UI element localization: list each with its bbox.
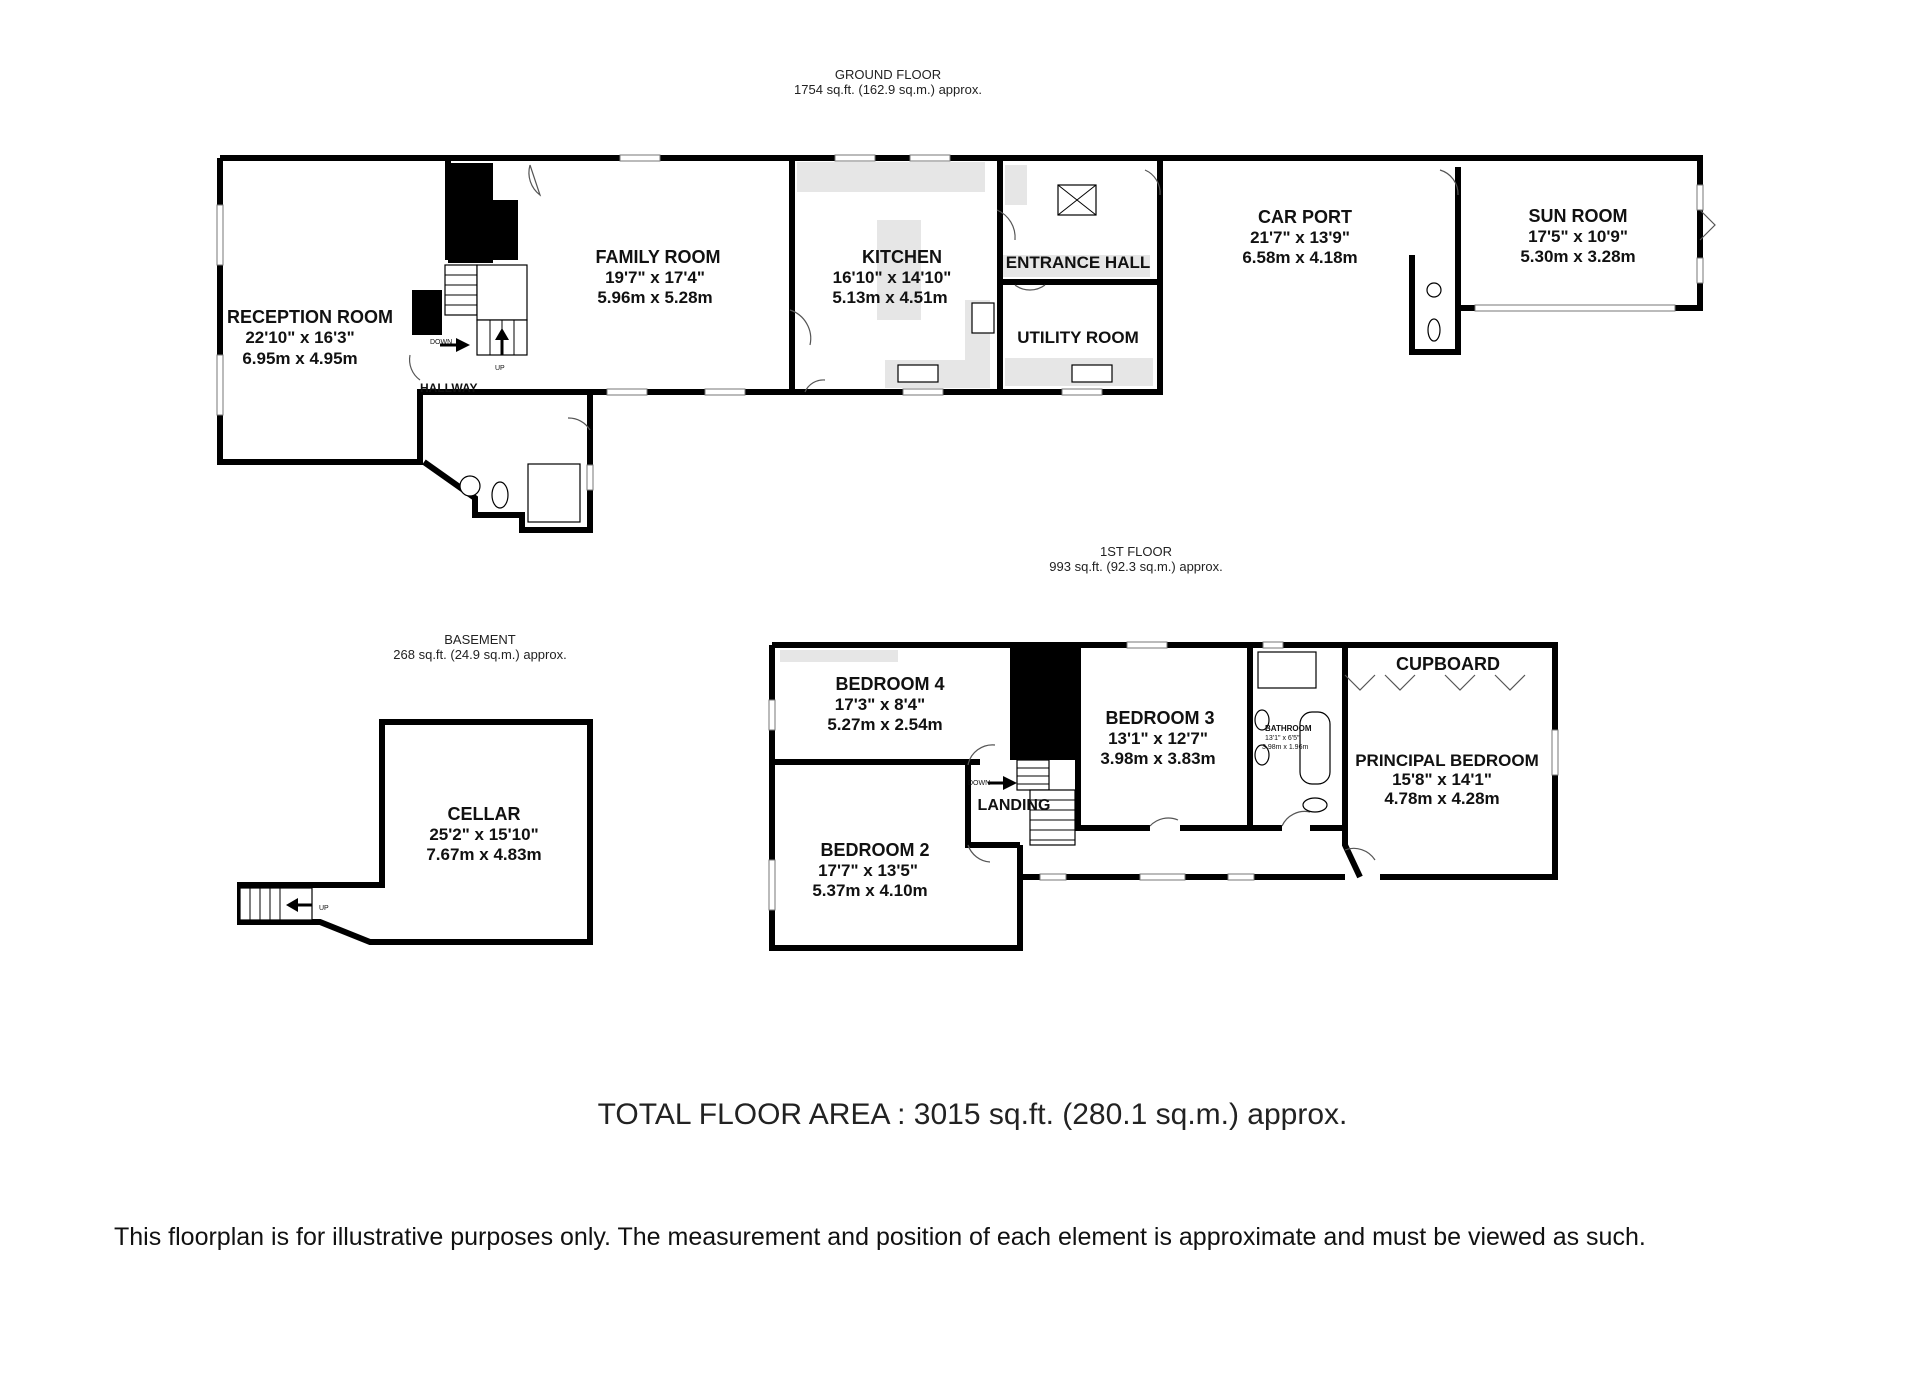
room-bedroom3-metric: 3.98m x 3.83m (1100, 749, 1216, 768)
room-bedroom3-imperial: 13'1" x 12'7" (1108, 729, 1208, 748)
room-bathroom-name: BATHROOM (1265, 724, 1312, 733)
first-stair-core (1013, 648, 1075, 760)
cupboard-doors (1345, 675, 1525, 690)
room-reception-metric: 6.95m x 4.95m (242, 349, 358, 368)
wc-basin-icon (1427, 283, 1441, 297)
kitchen-counter-top (797, 162, 985, 192)
room-reception-name: RECEPTION ROOM (226, 307, 394, 327)
room-bedroom3-name: BEDROOM 3 (1105, 708, 1215, 728)
window (1040, 874, 1066, 880)
door-swing (410, 355, 420, 380)
room-principal-imperial: 15'8" x 14'1" (1392, 770, 1492, 789)
room-sunroom-metric: 5.30m x 3.28m (1520, 247, 1636, 266)
wc-toilet-icon (1428, 319, 1440, 341)
window (1475, 305, 1675, 311)
first-floor-area: 993 sq.ft. (92.3 sq.m.) approx. (1049, 559, 1223, 574)
stair-core-lower (412, 290, 442, 335)
room-principal-metric: 4.78m x 4.28m (1384, 789, 1500, 808)
first-bath-bottom (1345, 828, 1360, 877)
window (1263, 642, 1283, 648)
window (620, 155, 660, 161)
room-kitchen-name: KITCHEN (862, 247, 942, 267)
window (1140, 874, 1185, 880)
bath-toilet-icon (1303, 798, 1327, 812)
window (607, 389, 647, 395)
window (1552, 730, 1558, 775)
ground-floor-plan (217, 155, 1715, 530)
door-swing (1282, 811, 1310, 826)
window (217, 355, 223, 415)
ground-stair-down-label: DOWN (430, 339, 453, 346)
first-floor-plan (769, 642, 1558, 948)
room-family-metric: 5.96m x 5.28m (597, 288, 713, 307)
ground-floor-area: 1754 sq.ft. (162.9 sq.m.) approx. (794, 82, 982, 97)
window (1062, 389, 1102, 395)
stair-core (448, 163, 493, 263)
bath-sink-icon (1258, 652, 1316, 688)
room-cellar-imperial: 25'2" x 15'10" (429, 825, 539, 844)
window (1697, 258, 1703, 283)
basement-plan (240, 722, 590, 942)
window (1127, 642, 1167, 648)
bedroom4-wardrobe (780, 650, 898, 662)
room-carport-metric: 6.58m x 4.18m (1242, 248, 1358, 267)
room-cupboard-name: CUPBOARD (1395, 654, 1501, 674)
ground-stair-up-label: UP (495, 365, 505, 372)
first-floor-title: 1ST FLOOR (1099, 544, 1173, 559)
basement-area: 268 sq.ft. (24.9 sq.m.) approx. (393, 647, 567, 662)
door-swing (1015, 285, 1045, 290)
room-utility-name: UTILITY ROOM (1017, 328, 1139, 347)
room-bathroom-metric: 3.98m x 1.96m (1262, 744, 1309, 751)
room-sunroom-imperial: 17'5" x 10'9" (1528, 227, 1628, 246)
window (910, 155, 950, 161)
cellar-stairs (240, 888, 312, 920)
ground-stairs (440, 265, 527, 355)
room-bedroom2-metric: 5.37m x 4.10m (812, 881, 928, 900)
room-reception-imperial: 22'10" x 16'3" (245, 328, 355, 347)
hob-icon (972, 303, 994, 333)
room-carport-imperial: 21'7" x 13'9" (1250, 228, 1350, 247)
window (217, 205, 223, 265)
window (769, 860, 775, 910)
room-family-imperial: 19'7" x 17'4" (605, 268, 705, 287)
window (1697, 185, 1703, 210)
room-landing-name: LANDING (977, 797, 1051, 814)
entrance-counter (1005, 165, 1027, 205)
door-swing (529, 165, 540, 195)
room-kitchen-metric: 5.13m x 4.51m (832, 288, 948, 307)
total-floor-area: TOTAL FLOOR AREA : 3015 sq.ft. (280.1 sq.m.) approx. (597, 1098, 1348, 1131)
room-bedroom2-name: BEDROOM 2 (820, 840, 930, 860)
window (705, 389, 745, 395)
shower-tray (528, 464, 580, 522)
window (1228, 874, 1254, 880)
room-bedroom2-imperial: 17'7" x 13'5" (818, 861, 918, 880)
door-swing (1150, 818, 1178, 826)
first-stair-down-label: DOWN (968, 780, 991, 787)
disclaimer-text: This floorplan is for illustrative purposes only. The measurement and position of each element is approximate and must be viewed as such. (114, 1223, 1646, 1251)
door-swing (568, 418, 590, 430)
window (903, 389, 943, 395)
window (587, 465, 593, 490)
room-sunroom-name: SUN ROOM (1528, 206, 1628, 226)
utility-sink-icon (1072, 365, 1112, 382)
cellar-stair-up-label: UP (319, 905, 329, 912)
sink-icon (898, 365, 938, 382)
window (769, 700, 775, 730)
room-family-name: FAMILY ROOM (595, 247, 721, 267)
stair-core-upper (493, 200, 518, 260)
room-bedroom4-name: BEDROOM 4 (835, 674, 945, 694)
room-carport-name: CAR PORT (1258, 207, 1352, 227)
room-bathroom-imperial: 13'1" x 6'5" (1265, 735, 1300, 742)
room-hallway-name: HALLWAY (420, 381, 478, 395)
ground-floor-title: GROUND FLOOR (834, 67, 942, 82)
room-cellar-name: CELLAR (447, 804, 521, 824)
room-principal-name: PRINCIPAL BEDROOM (1355, 751, 1539, 770)
window (835, 155, 875, 161)
room-bedroom4-imperial: 17'3" x 8'4" (834, 695, 926, 714)
room-entrance-hall-name: ENTRANCE HALL (1005, 253, 1151, 272)
basement-title: BASEMENT (444, 632, 516, 647)
toilet-icon (492, 482, 508, 508)
room-kitchen-imperial: 16'10" x 14'10" (832, 268, 952, 287)
room-bedroom4-metric: 5.27m x 2.54m (827, 715, 943, 734)
basin-icon (460, 476, 480, 496)
room-cellar-metric: 7.67m x 4.83m (426, 845, 542, 864)
